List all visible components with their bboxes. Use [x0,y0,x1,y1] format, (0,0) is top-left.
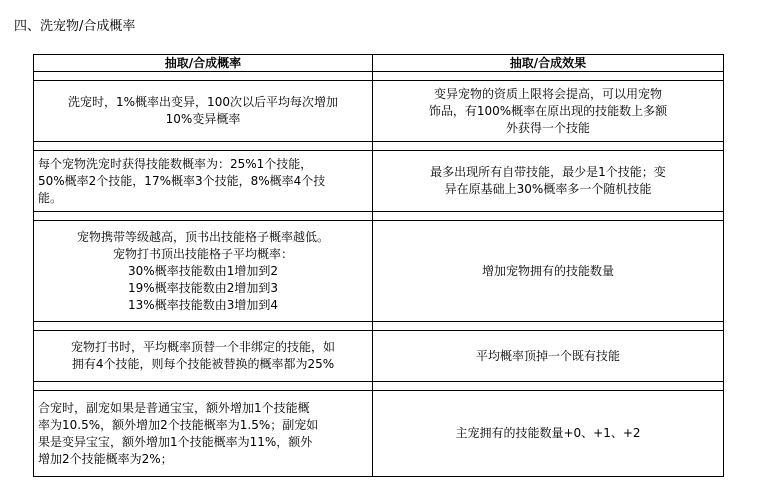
effect-cell: 增加宠物拥有的技能数量 [373,221,724,322]
table-row [34,81,724,142]
table-header-row [34,55,724,72]
probability-cell: 宠物携带等级越高，顶书出技能格子概率越低。 宠物打书顶出技能格子平均概率： 30%概率技能数由1增加到2 19%概率技能数由2增加到3 13%概率技能数由3增加到4 [34,221,373,322]
effect-cell: 主宠拥有的技能数量+0、+1、+2 [373,391,724,477]
table-row [34,151,724,212]
table-row [34,331,724,382]
probability-cell: 合宠时，副宠如果是普通宝宝，额外增加1个技能概 率为10.5%，额外增加2个技能概率为1.5%；副宠如 果是变异宝宝，额外增加1个技能概率为11%，额外 增加2个技能概率为2%； [34,391,373,477]
probability-cell: 每个宠物洗宠时获得技能数概率为：25%1个技能， 50%概率2个技能，17%概率3个技能，8%概率4个技 能。 [34,151,373,212]
section-title: 四、洗宠物/合成概率 [14,19,136,34]
spacer-row [34,212,724,221]
effect-cell: 平均概率顶掉一个既有技能 [373,331,724,382]
probability-table [33,54,724,477]
probability-cell: 宠物打书时，平均概率顶替一个非绑定的技能，如 拥有4个技能，则每个技能被替换的概率都为25% [34,331,373,382]
spacer-row [34,322,724,331]
spacer-row [34,72,724,81]
table-row [34,221,724,322]
header-probability: 抽取/合成概率 [34,55,373,72]
probability-cell: 洗宠时，1%概率出变异，100次以后平均每次增加 10%变异概率 [34,81,373,142]
table-row [34,391,724,477]
effect-cell: 最多出现所有自带技能，最少是1个技能；变 异在原基础上30%概率多一个随机技能 [373,151,724,212]
header-effect: 抽取/合成效果 [373,55,724,72]
effect-cell: 变异宠物的资质上限将会提高，可以用宠物 饰品，有100%概率在原出现的技能数上多额 外获得一个技能 [373,81,724,142]
spacer-row [34,142,724,151]
spacer-row [34,382,724,391]
